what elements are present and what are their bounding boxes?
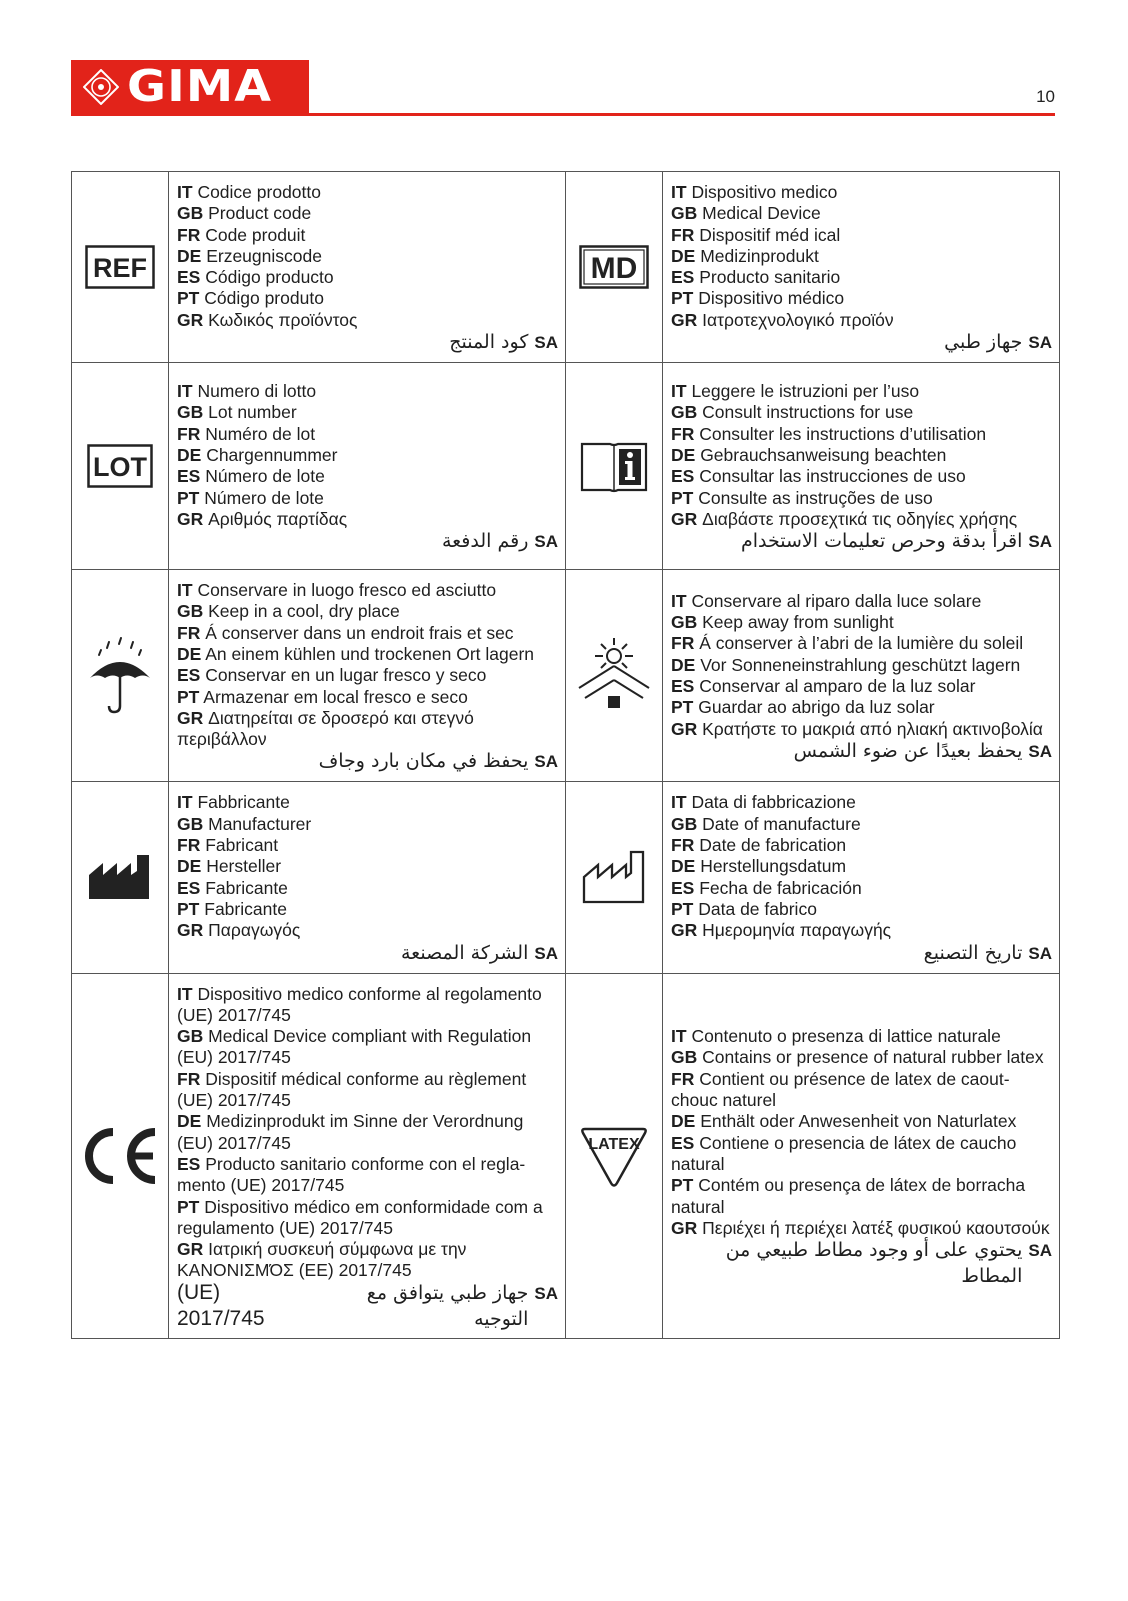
language-code: DE (177, 643, 202, 664)
language-code: FR (671, 1068, 695, 1089)
page-number: 10 (1036, 87, 1055, 106)
translation-text: Consulte as instruções de uso (698, 487, 933, 508)
translation-text: Enthält oder Anwesenheit von Naturlatex (700, 1111, 1017, 1132)
language-code: IT (671, 182, 687, 202)
translation-line (671, 1111, 1052, 1132)
description-cell-1-right (663, 363, 1060, 570)
translation-line (177, 1026, 558, 1069)
translation-text: Conservar en un lugar fresco y seco (205, 665, 487, 686)
translation-text: Ιατροτεχνολογικό προϊόν (702, 309, 894, 330)
language-code: IT (177, 983, 193, 1004)
translation-line (177, 466, 558, 487)
latex-warning-icon (566, 1123, 662, 1189)
language-code: DE (671, 444, 696, 465)
translation-line (177, 182, 558, 203)
translation-line (671, 267, 1052, 288)
language-code: GB (177, 813, 204, 834)
translation-text: Fabbricante (197, 792, 290, 813)
description-cell-3-left (169, 782, 566, 973)
translation-text: Producto sanitario conforme con el regla-mento (UE) 2017/745 (177, 1153, 526, 1196)
translation-text: Fabricant (205, 835, 279, 856)
translation-text: Διατηρείται σε δροσερό και στεγνό περιβάλλον (177, 707, 474, 750)
language-code: ES (671, 877, 695, 898)
translation-line (177, 920, 558, 941)
arabic-text: رقم الدفعة (441, 530, 529, 553)
symbol-cell-2-right (566, 570, 663, 782)
language-code: ES (177, 877, 201, 898)
symbol-cell-4-left (72, 973, 169, 1338)
symbol-cell-4-right (566, 973, 663, 1338)
description-cell-0-left (169, 172, 566, 363)
description-cell-1-left (169, 363, 566, 570)
translation-line (177, 708, 558, 751)
language-code: FR (177, 224, 201, 245)
translation-line (671, 814, 1052, 835)
language-code: SA (1028, 333, 1052, 353)
translation-line (671, 856, 1052, 877)
translation-line (671, 424, 1052, 445)
translation-text: Κωδικός προϊόντος (208, 309, 358, 330)
translation-text: Dispositivo médico (698, 288, 845, 309)
ref-symbol-icon (72, 245, 168, 289)
arabic-translation-line (671, 738, 1052, 765)
language-code: FR (177, 423, 201, 444)
symbols-table (71, 171, 1060, 1339)
language-code: PT (177, 1196, 200, 1217)
translation-text: Αριθμός παρτίδας (208, 508, 348, 529)
translation-text: Conservare in luogo fresco ed asciutto (197, 580, 497, 601)
translation-line (671, 445, 1052, 466)
arabic-text: يحتوي على أو وجود مطاط طبيعي من المطاط (725, 1239, 1023, 1288)
translation-text: Dispositivo medico (691, 182, 838, 202)
language-code: IT (671, 1026, 687, 1047)
translation-line (177, 288, 558, 309)
date-of-manufacture-icon (566, 849, 662, 905)
translation-text: Numéro de lot (205, 423, 316, 444)
translation-line (671, 591, 1052, 612)
symbol-cell-1-left (72, 363, 169, 570)
svg-text:MD: MD (590, 252, 638, 286)
translation-line (177, 856, 558, 877)
language-code: PT (177, 686, 200, 707)
translation-text: Data de fabrico (698, 898, 817, 919)
language-code: SA (1028, 532, 1052, 552)
description-cell-0-right (663, 172, 1060, 363)
translation-text: Fabricante (205, 877, 288, 898)
language-code: PT (177, 898, 200, 919)
description-cell-4-right (663, 973, 1060, 1338)
arabic-translation-line (177, 329, 558, 356)
language-code: ES (177, 1153, 201, 1174)
language-code: PT (671, 487, 694, 508)
arabic-translation-line (671, 940, 1052, 967)
translation-line (671, 225, 1052, 246)
translation-line (671, 719, 1052, 740)
svg-text:LOT: LOT (93, 452, 147, 483)
translation-line (177, 267, 558, 288)
language-code: GB (177, 402, 204, 423)
symbol-row (72, 172, 1060, 363)
symbol-row (72, 363, 1060, 570)
language-code: GB (671, 813, 698, 834)
translation-text: Ιατρική συσκευή σύμφωνα με την ΚΑΝΟΝΙΣΜΌΣ (ΕΕ) 2017/745 (177, 1239, 467, 1281)
translation-line (671, 509, 1052, 530)
symbol-cell-2-left (72, 570, 169, 782)
translation-line (177, 509, 558, 530)
regulation-reference: (UE) 2017/745 (177, 1280, 265, 1330)
language-code: GR (177, 1239, 204, 1260)
translation-list (169, 974, 565, 1338)
language-code: IT (177, 580, 193, 601)
translation-line (177, 580, 558, 601)
translation-line (177, 1154, 558, 1197)
translation-text: Contains or presence of natural rubber latex (702, 1047, 1044, 1068)
translation-list (663, 782, 1059, 972)
keep-dry-umbrella-icon (72, 636, 168, 716)
translation-text: Gebrauchsanweisung beachten (700, 444, 947, 465)
translation-line (177, 246, 558, 267)
language-code: PT (671, 898, 694, 919)
manufacturer-factory-icon (72, 853, 168, 901)
language-code: FR (671, 423, 695, 444)
translation-list (663, 172, 1059, 362)
language-code: DE (177, 444, 202, 465)
description-cell-2-left (169, 570, 566, 782)
arabic-translation-line (671, 329, 1052, 356)
translation-text: Περιέχει ή περιέχει λατέξ φυσικού καουτσούκ (702, 1217, 1050, 1238)
lot-symbol-icon (72, 444, 168, 488)
translation-list (169, 570, 565, 781)
arabic-translation-line (177, 528, 558, 555)
translation-text: Medical Device compliant with Regulation (EU) 2017/745 (177, 1026, 532, 1068)
language-code: GB (671, 612, 698, 633)
language-code: DE (177, 856, 202, 877)
arabic-translation-line (177, 748, 558, 775)
translation-line (671, 402, 1052, 423)
translation-text: Data di fabbricazione (691, 792, 856, 813)
translation-line (177, 687, 558, 708)
translation-text: Medizinprodukt im Sinne der Verordnung (EU) 2017/745 (177, 1111, 524, 1153)
translation-text: Dispositif médical conforme au règlement (UE) 2017/745 (177, 1068, 527, 1111)
translation-line (177, 835, 558, 856)
symbol-cell-3-right (566, 782, 663, 973)
translation-line (177, 381, 558, 402)
translation-line (671, 488, 1052, 509)
language-code: ES (177, 466, 201, 487)
translation-line (177, 445, 558, 466)
language-code: IT (671, 792, 687, 813)
translation-line (177, 225, 558, 246)
language-code: GB (671, 1047, 698, 1068)
language-code: GB (177, 203, 204, 224)
translation-line (177, 644, 558, 665)
translation-line (671, 633, 1052, 654)
translation-line (671, 1175, 1052, 1218)
translation-text: Vor Sonneneinstrahlung geschützt lagern (700, 654, 1021, 675)
language-code: FR (671, 224, 695, 245)
arabic-text: اقرأ بدقة وحرص تعليمات الاستخدام (741, 530, 1023, 553)
translation-text: Código producto (205, 267, 334, 288)
translation-text: Date de fabrication (699, 835, 847, 856)
language-code: DE (671, 654, 696, 675)
language-code: SA (1028, 741, 1052, 761)
translation-line (177, 1239, 558, 1282)
language-code: DE (671, 856, 696, 877)
translation-text: Fabricante (204, 898, 287, 919)
language-code: ES (177, 665, 201, 686)
translation-list (169, 782, 565, 972)
translation-line (177, 601, 558, 622)
translation-line (177, 623, 558, 644)
language-code: PT (671, 697, 694, 718)
translation-line (177, 1069, 558, 1112)
language-code: GR (671, 920, 698, 941)
symbol-cell-0-left (72, 172, 169, 363)
translation-text: Dispositivo médico em conformidade com a regulamento (UE) 2017/745 (177, 1196, 543, 1238)
language-code: GR (671, 508, 698, 529)
translation-text: Fecha de fabricación (699, 877, 862, 898)
translation-list (169, 172, 565, 362)
language-code: GB (177, 601, 204, 622)
language-code: SA (534, 1283, 558, 1303)
symbol-row (72, 782, 1060, 973)
language-code: FR (177, 622, 201, 643)
svg-text:LATEX: LATEX (588, 1135, 640, 1153)
arabic-translation-line (671, 528, 1052, 555)
translation-text: Conservar al amparo de la luz solar (699, 675, 976, 696)
translation-line (671, 835, 1052, 856)
translation-line (671, 1026, 1052, 1047)
symbol-row (72, 973, 1060, 1338)
language-code: PT (671, 288, 694, 309)
language-code: SA (1028, 1241, 1052, 1261)
language-code: SA (534, 333, 558, 353)
translation-line (671, 1218, 1052, 1239)
language-code: PT (177, 288, 200, 309)
translation-list (663, 581, 1059, 771)
translation-line (671, 246, 1052, 267)
translation-text: Medizinprodukt (700, 245, 819, 266)
translation-line (671, 1069, 1052, 1112)
language-code: GR (177, 920, 204, 941)
arabic-translation-line (671, 1237, 1052, 1289)
language-code: SA (534, 943, 558, 963)
language-code: FR (177, 835, 201, 856)
symbol-cell-3-left (72, 782, 169, 973)
translation-text: Lot number (208, 402, 297, 423)
translation-text: Chargennummer (206, 444, 338, 465)
symbol-cell-1-right (566, 363, 663, 570)
translation-text: Á conserver à l’abri de la lumière du soleil (699, 633, 1024, 654)
translation-line (177, 203, 558, 224)
keep-away-from-sunlight-icon (566, 636, 662, 716)
translation-list (663, 371, 1059, 561)
translation-text: Contiene o presencia de látex de caucho natural (671, 1132, 1017, 1174)
translation-text: Producto sanitario (699, 267, 841, 288)
translation-line (177, 792, 558, 813)
translation-text: Manufacturer (208, 813, 312, 834)
translation-line (177, 1197, 558, 1240)
translation-text: Número de lote (205, 466, 325, 487)
translation-text: Contenuto o presenza di lattice naturale (691, 1026, 1001, 1047)
translation-line (671, 466, 1052, 487)
language-code: IT (671, 381, 687, 402)
translation-text: An einem kühlen und trockenen Ort lagern (205, 643, 535, 664)
medical-device-md-icon (566, 245, 662, 289)
language-code: PT (671, 1175, 694, 1196)
translation-line (177, 402, 558, 423)
language-code: GR (177, 707, 204, 728)
translation-line (177, 878, 558, 899)
language-code: IT (671, 590, 687, 611)
language-code: DE (177, 1111, 202, 1132)
translation-text: Διαβάστε προσεχτικά τις οδηγίες χρήσης (702, 508, 1018, 529)
language-code: GB (671, 203, 698, 224)
arabic-text: يحفظ بعيدًا عن ضوء الشمس (793, 739, 1023, 762)
arabic-text: جهاز طبي (944, 331, 1023, 354)
arabic-translation-line (177, 940, 558, 967)
translation-text: Herstellungsdatum (700, 856, 847, 877)
translation-list (169, 371, 565, 561)
header-rule (71, 113, 1055, 116)
language-code: SA (1028, 943, 1052, 963)
translation-text: Code produit (205, 224, 306, 245)
translation-line (671, 288, 1052, 309)
ce-mark-icon (72, 1124, 168, 1188)
translation-text: Código produto (204, 288, 324, 309)
translation-line (671, 182, 1052, 203)
translation-text: Armazenar em local fresco e seco (203, 686, 468, 707)
translation-line (177, 488, 558, 509)
translation-line (671, 1133, 1052, 1176)
language-code: PT (177, 487, 200, 508)
language-code: IT (177, 381, 193, 402)
language-code: GR (177, 508, 204, 529)
translation-text: Contient ou présence de latex de caout-chouc naturel (671, 1068, 1010, 1111)
translation-line (671, 381, 1052, 402)
translation-text: Medical Device (702, 203, 821, 224)
translation-text: Product code (208, 203, 312, 224)
language-code: FR (671, 633, 695, 654)
translation-text: Contém ou presença de látex de borracha natural (671, 1175, 1026, 1217)
translation-text: Número de lote (204, 487, 324, 508)
brand-name: GIMA (127, 60, 273, 112)
translation-text: Dispositif méd ical (699, 224, 841, 245)
language-code: DE (671, 1111, 696, 1132)
translation-text: Dispositivo medico conforme al regolamento (UE) 2017/745 (177, 983, 542, 1025)
translation-line (177, 310, 558, 331)
translation-text: Παραγωγός (208, 920, 301, 941)
language-code: DE (671, 245, 696, 266)
arabic-text: يحفظ في مكان بارد وجاف (318, 750, 529, 773)
translation-line (671, 612, 1052, 633)
arabic-text: كود المنتج (449, 331, 529, 354)
language-code: DE (177, 245, 202, 266)
language-code: ES (671, 267, 695, 288)
language-code: GR (671, 718, 698, 739)
language-code: GB (177, 1026, 204, 1047)
language-code: IT (177, 182, 193, 202)
page-header (71, 60, 1055, 116)
translation-text: Keep in a cool, dry place (208, 601, 400, 622)
language-code: IT (177, 792, 193, 813)
translation-line (671, 1047, 1052, 1068)
translation-line (177, 665, 558, 686)
symbol-row (72, 570, 1060, 782)
translation-text: Keep away from sunlight (702, 612, 894, 633)
translation-text: Hersteller (206, 856, 282, 877)
consult-instructions-icon (566, 438, 662, 494)
description-cell-4-left (169, 973, 566, 1338)
translation-text: Guardar ao abrigo da luz solar (698, 697, 935, 718)
translation-text: Κρατήστε το μακριά από ηλιακή ακτινοβολία (702, 718, 1043, 739)
arabic-text: الشركة المصنعة (400, 941, 529, 964)
translation-text: Consulter les instructions d’utilisation (699, 423, 987, 444)
description-cell-2-right (663, 570, 1060, 782)
translation-text: Ημερομηνία παραγωγής (702, 920, 892, 941)
translation-text: Numero di lotto (197, 381, 317, 402)
translation-line (177, 984, 558, 1027)
translation-line (671, 878, 1052, 899)
translation-text: Consult instructions for use (702, 402, 914, 423)
translation-text: Conservare al riparo dalla luce solare (691, 590, 982, 611)
translation-line (177, 814, 558, 835)
language-code: FR (671, 835, 695, 856)
translation-line (671, 792, 1052, 813)
arabic-text: جهاز طبي يتوافق مع التوجيه (366, 1281, 529, 1330)
description-cell-3-right (663, 782, 1060, 973)
translation-text: Á conserver dans un endroit frais et sec (205, 622, 514, 643)
translation-text: Leggere le istruzioni per l’uso (691, 381, 920, 402)
gima-logo (71, 60, 309, 113)
translation-line (177, 424, 558, 445)
translation-line (177, 1111, 558, 1154)
translation-line (671, 697, 1052, 718)
language-code: GR (671, 1217, 698, 1238)
translation-list (663, 1016, 1059, 1295)
translation-line (671, 655, 1052, 676)
language-code: GB (671, 402, 698, 423)
arabic-translation-line (177, 1280, 558, 1332)
svg-text:REF: REF (93, 253, 147, 284)
translation-line (671, 920, 1052, 941)
language-code: ES (671, 1132, 695, 1153)
language-code: GR (671, 309, 698, 330)
translation-line (671, 203, 1052, 224)
translation-text: Codice prodotto (197, 182, 321, 202)
language-code: SA (534, 752, 558, 772)
language-code: ES (671, 466, 695, 487)
gima-emblem-icon (83, 69, 119, 105)
language-code: ES (177, 267, 201, 288)
symbol-cell-0-right (566, 172, 663, 363)
translation-text: Date of manufacture (702, 813, 861, 834)
arabic-text: تاريخ التصنيع (923, 941, 1023, 964)
language-code: GR (177, 309, 204, 330)
translation-text: Erzeugniscode (206, 245, 322, 266)
translation-line (671, 676, 1052, 697)
translation-text: Consultar las instrucciones de uso (699, 466, 966, 487)
translation-line (671, 310, 1052, 331)
translation-line (177, 899, 558, 920)
translation-line (671, 899, 1052, 920)
language-code: SA (534, 532, 558, 552)
language-code: FR (177, 1068, 201, 1089)
language-code: ES (671, 675, 695, 696)
